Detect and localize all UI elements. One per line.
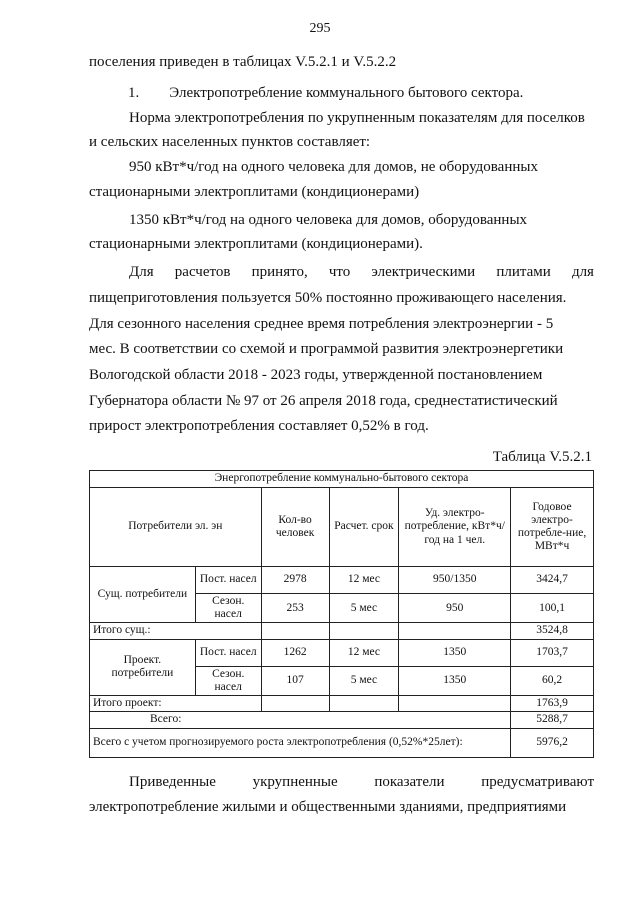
group-existing: Сущ. потребители — [90, 567, 196, 623]
paragraph-line: и сельских населенных пунктов составляет: — [89, 134, 371, 150]
page-number: 295 — [309, 21, 331, 36]
paragraph-line: прирост электропотребления составляет 0,52% в год. — [89, 418, 429, 434]
word: принято, — [251, 264, 308, 280]
paragraph-line: Норма электропотребления по укрупненным показателям для поселков — [129, 110, 585, 126]
header-count: Кол-во человек — [261, 488, 329, 567]
paragraph-line: стационарными электроплитами (кондиционерами). — [89, 236, 423, 252]
paragraph-line: стационарными электроплитами (кондиционерами) — [89, 184, 420, 200]
paragraph-line: поселения приведен в таблицах V.5.2.1 и V.5.2.2 — [89, 54, 397, 70]
word: расчетов — [174, 264, 231, 280]
cell-type: Пост. насел — [195, 639, 261, 666]
cell-term: 5 мес — [329, 666, 399, 695]
cell-count: 2978 — [261, 567, 329, 594]
paragraph-line: Губернатора области № 97 от 26 апреля 2018 года, среднестатистический — [89, 393, 558, 409]
paragraph-line: электропотребление жилыми и общественными зданиями, предприятиями — [89, 799, 567, 815]
existing-total-label: Итого сущ.: — [90, 623, 262, 639]
projected-total-label: Итого проект: — [90, 696, 262, 712]
cell-annual: 60,2 — [511, 666, 594, 695]
growth-label: Всего с учетом прогнозируемого роста электропотребления (0,52%*25лет): — [90, 728, 511, 757]
header-consumers: Потребители эл. эн — [90, 488, 262, 567]
cell-type: Сезон. насел — [195, 666, 261, 695]
cell-term: 12 мес — [329, 567, 399, 594]
word: плитами — [496, 264, 551, 280]
paragraph-line: Для сезонного населения среднее время потребления электроэнергии - 5 — [89, 316, 554, 332]
cell-specific: 1350 — [399, 639, 511, 666]
energy-table — [89, 470, 594, 758]
word: предусматривают — [481, 774, 594, 790]
header-specific: Уд. электро-потребление, кВт*ч/год на 1 чел. — [399, 488, 511, 567]
paragraph-line-justified — [129, 774, 594, 791]
word: показатели — [374, 774, 445, 790]
projected-total-value: 1763,9 — [511, 696, 594, 712]
paragraph-line: 950 кВт*ч/год на одного человека для домов, не оборудованных — [129, 159, 538, 175]
table-caption: Таблица V.5.2.1 — [492, 449, 592, 465]
paragraph-line: пищеприготовления пользуется 50% постоянно проживающего населения. — [89, 290, 567, 306]
paragraph-line: мес. В соответствии со схемой и программой развития электроэнергетики — [89, 341, 564, 357]
cell-type: Сезон. насел — [195, 594, 261, 623]
word: Для — [129, 264, 154, 280]
cell-annual: 1703,7 — [511, 639, 594, 666]
growth-value: 5976,2 — [511, 728, 594, 757]
word: для — [571, 264, 594, 280]
word: Приведенные — [129, 774, 216, 790]
paragraph-line-justified — [129, 264, 594, 281]
cell-term: 5 мес — [329, 594, 399, 623]
word: что — [328, 264, 351, 280]
header-annual: Годовое электро-потребле-ние, МВт*ч — [511, 488, 594, 567]
cell-annual: 3424,7 — [511, 567, 594, 594]
cell-count: 1262 — [261, 639, 329, 666]
paragraph-line: Вологодской области 2018 - 2023 годы, утвержденной постановлением — [89, 367, 543, 383]
section-heading: 1. Электропотребление коммунального бытового сектора. — [128, 85, 524, 101]
cell-specific: 950 — [399, 594, 511, 623]
group-projected: Проект. потребители — [90, 639, 196, 695]
word: укрупненные — [252, 774, 338, 790]
header-term: Расчет. срок — [329, 488, 399, 567]
paragraph-line: 1350 кВт*ч/год на одного человека для домов, оборудованных — [129, 212, 528, 228]
cell-specific: 1350 — [399, 666, 511, 695]
existing-total-value: 3524,8 — [511, 623, 594, 639]
cell-annual: 100,1 — [511, 594, 594, 623]
word: электрическими — [371, 264, 476, 280]
sum-value: 5288,7 — [511, 712, 594, 728]
table-title: Энергопотребление коммунально-бытового сектора — [90, 471, 594, 488]
cell-count: 253 — [261, 594, 329, 623]
cell-term: 12 мес — [329, 639, 399, 666]
cell-specific: 950/1350 — [399, 567, 511, 594]
cell-type: Пост. насел — [195, 567, 261, 594]
cell-count: 107 — [261, 666, 329, 695]
sum-label: Всего: — [90, 712, 511, 728]
